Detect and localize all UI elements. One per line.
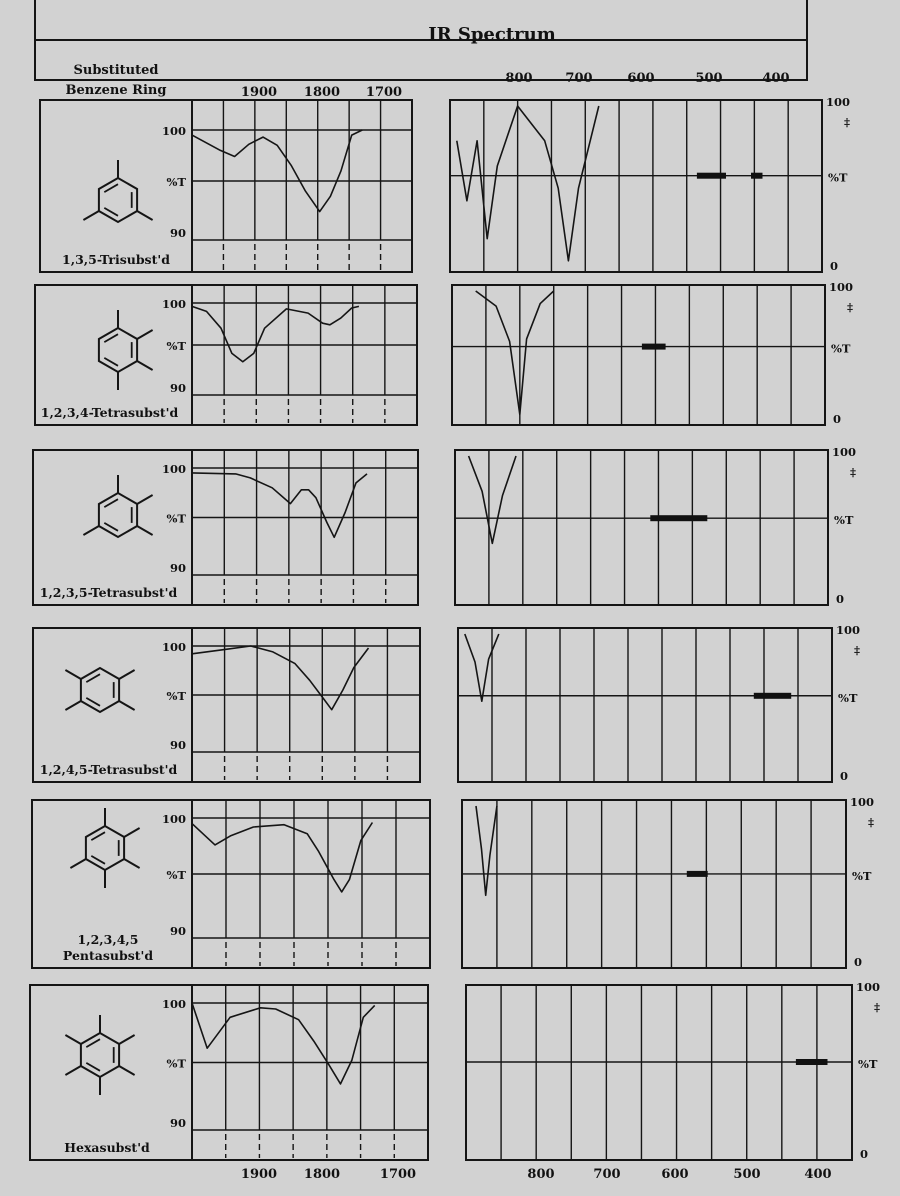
absorption-band-bar [796,1059,828,1065]
bottom-left-tick-label: 1900 [240,1167,278,1182]
ring-label: Pentasubst'd [62,948,154,963]
absorption-band-bar [650,515,707,521]
right-y-100-label: 100 [856,980,881,994]
left-y-100-label: 100 [161,297,186,311]
chart-title: IR Spectrum [428,24,556,45]
right-y-unit-label: %T [852,868,872,883]
bottom-right-tick-label: 700 [593,1167,621,1182]
right-y-0-label: 0 [854,955,863,969]
top-right-tick-label: 700 [565,71,593,86]
left-y-unit-label: %T [166,339,186,353]
bottom-right-tick-label: 800 [527,1167,555,1182]
top-right-tick-label: 800 [505,71,533,86]
absorption-band-bar [697,173,726,179]
left-y-90-label: 90 [169,924,186,938]
bottom-right-tick-label: 600 [661,1167,689,1182]
left-y-100-label: 100 [161,812,186,826]
right-y-symbol-label: ‡ [847,300,854,314]
right-y-100-label: 100 [829,280,854,294]
absorption-band-bar [754,693,791,699]
right-y-0-label: 0 [840,769,849,783]
absorption-band-bar [687,871,708,877]
right-y-0-label: 0 [833,412,842,426]
right-y-unit-label: %T [834,513,854,528]
left-y-90-label: 90 [169,1116,186,1130]
left-y-100-label: 100 [161,124,186,138]
right-y-symbol-label: ‡ [874,1000,881,1014]
left-y-90-label: 90 [169,738,186,752]
right-y-100-label: 100 [850,795,875,809]
right-y-unit-label: %T [828,170,848,185]
right-y-unit-label: %T [831,341,851,356]
bottom-right-tick-label: 400 [804,1167,832,1182]
ring-label: 1,2,3,4,5 [77,932,139,947]
ring-label: 1,2,3,5-Tetrasubst'd [39,585,178,600]
right-y-100-label: 100 [826,95,851,109]
right-y-100-label: 100 [836,623,861,637]
left-y-unit-label: %T [166,689,186,703]
top-left-tick-label: 1800 [303,85,341,100]
ring-label: 1,3,5-Trisubst'd [62,252,170,267]
right-y-unit-label: %T [858,1057,878,1071]
bottom-right-tick-label: 500 [733,1167,761,1182]
left-y-100-label: 100 [161,997,186,1011]
left-y-unit-label: %T [166,175,186,189]
top-left-tick-label: 1900 [240,85,278,100]
top-left-tick-label: 1700 [365,85,403,100]
right-y-0-label: 0 [860,1147,869,1161]
left-y-unit-label: %T [166,511,186,526]
left-y-unit-label: %T [166,1056,186,1071]
left-y-100-label: 100 [161,640,186,654]
right-y-0-label: 0 [830,259,839,273]
ring-label: Hexasubst'd [64,1140,150,1155]
right-y-symbol-label: ‡ [844,115,851,129]
left-y-90-label: 90 [169,381,186,395]
right-y-100-label: 100 [832,445,857,459]
right-y-symbol-label: ‡ [868,815,875,829]
ring-column-label-1: Substituted [73,63,159,78]
ring-label: 1,2,4,5-Tetrasubst'd [39,762,178,777]
right-y-symbol-label: ‡ [850,465,857,479]
top-right-tick-label: 400 [762,71,790,86]
left-y-90-label: 90 [169,226,186,240]
right-y-0-label: 0 [836,592,845,606]
left-y-100-label: 100 [161,462,186,476]
ring-label: 1,2,3,4-Tetrasubst'd [40,405,179,420]
top-right-tick-label: 600 [627,71,655,86]
bottom-left-tick-label: 1800 [303,1167,341,1182]
top-right-tick-label: 500 [695,71,723,86]
ring-column-label-2: Benzene Ring [65,83,167,98]
left-y-90-label: 90 [169,561,186,575]
absorption-band-bar [642,344,666,350]
bottom-left-tick-label: 1700 [379,1167,417,1182]
left-y-unit-label: %T [166,868,186,882]
right-y-symbol-label: ‡ [854,643,861,657]
absorption-band-bar [751,173,763,179]
right-y-unit-label: %T [838,690,858,705]
